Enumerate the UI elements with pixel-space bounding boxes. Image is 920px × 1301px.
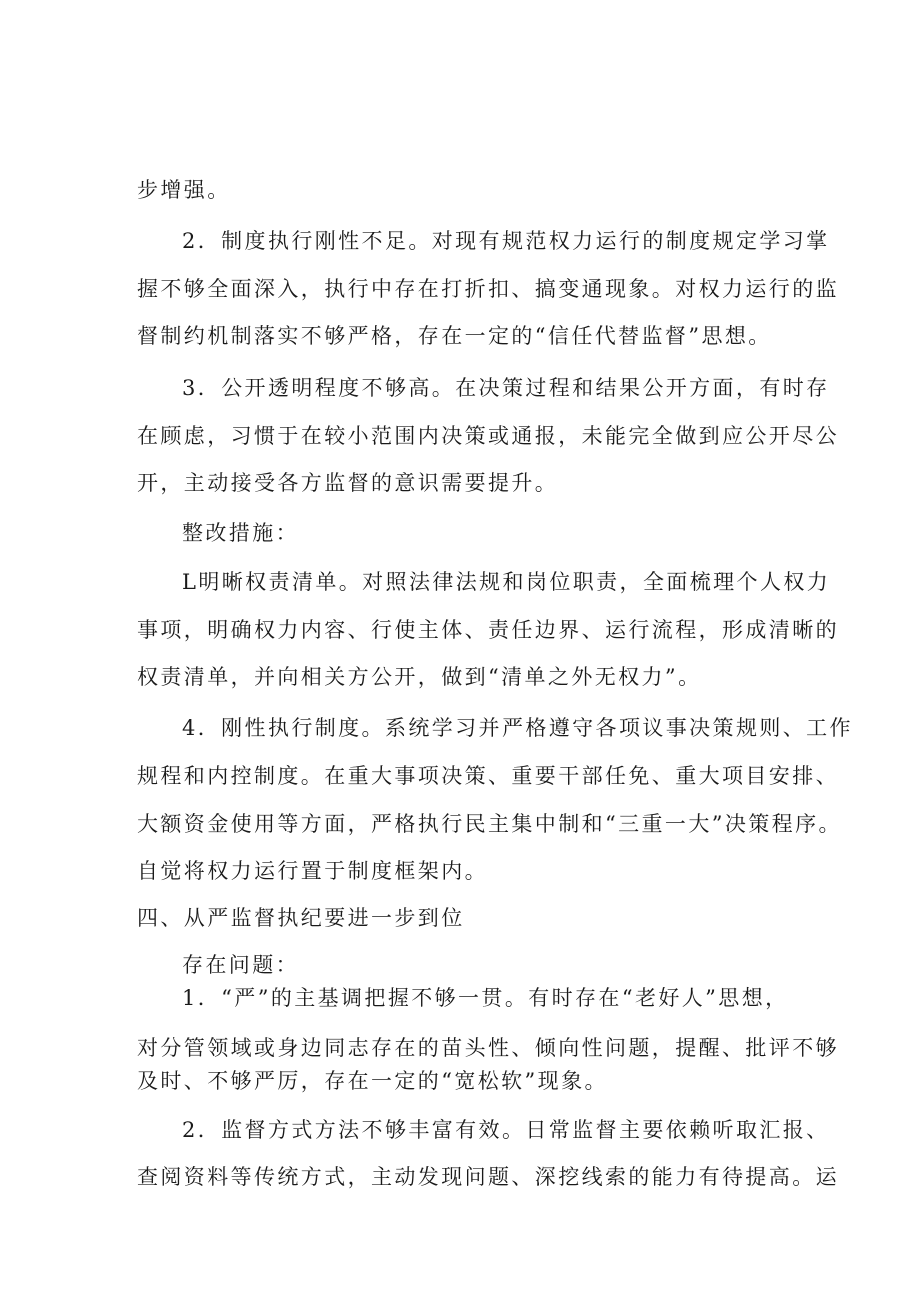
text-line: 2．制度执行刚性不足。对现有规范权力运行的制度规定学习掌 — [182, 229, 830, 253]
text-line: 在顾虑，习惯于在较小范围内决策或通报，未能完全做到应公开尽公 — [137, 424, 839, 448]
section-heading: 四、从严监督执纪要进一步到位 — [137, 906, 465, 930]
section-subheading: 整改措施： — [182, 521, 299, 545]
text-line: 权责清单，并向相关方公开，做到“清单之外无权力”。 — [137, 665, 702, 689]
text-line: 步增强。 — [137, 178, 231, 202]
text-line: 3．公开透明程度不够高。在决策过程和结果公开方面，有时存 — [182, 376, 830, 400]
text-line: 规程和内控制度。在重大事项决策、重要干部任免、重大项目安排、 — [137, 764, 839, 788]
section-subheading: 存在问题： — [182, 953, 299, 977]
text-line: 督制约机制落实不够严格，存在一定的“信任代替监督”思想。 — [137, 324, 772, 348]
text-line: 1．“严”的主基调把握不够一贯。有时存在“老好人”思想， — [182, 986, 789, 1010]
text-line: 及时、不够严厉，存在一定的“宽松软”现象。 — [137, 1069, 608, 1093]
text-line: 大额资金使用等方面，严格执行民主集中制和“三重一大”决策程序。 — [137, 812, 842, 836]
text-line: 查阅资料等传统方式，主动发现问题、深挖线索的能力有待提高。运 — [137, 1165, 839, 1189]
text-line: 对分管领域或身边同志存在的苗头性、倾向性问题，提醒、批评不够 — [137, 1036, 839, 1060]
text-line: L明晰权责清单。对照法律法规和岗位职责，全面梳理个人权力 — [182, 570, 831, 594]
text-line: 2．监督方式方法不够丰富有效。日常监督主要依赖听取汇报、 — [182, 1118, 830, 1142]
text-line: 4．刚性执行制度。系统学习并严格遵守各项议事决策规则、工作 — [182, 716, 853, 740]
text-line: 事项，明确权力内容、行使主体、责任边界、运行流程，形成清晰的 — [137, 618, 839, 642]
text-line: 开，主动接受各方监督的意识需要提升。 — [137, 471, 559, 495]
text-line: 握不够全面深入，执行中存在打折扣、搞变通现象。对权力运行的监 — [137, 277, 839, 301]
text-line: 自觉将权力运行置于制度框架内。 — [137, 859, 488, 883]
